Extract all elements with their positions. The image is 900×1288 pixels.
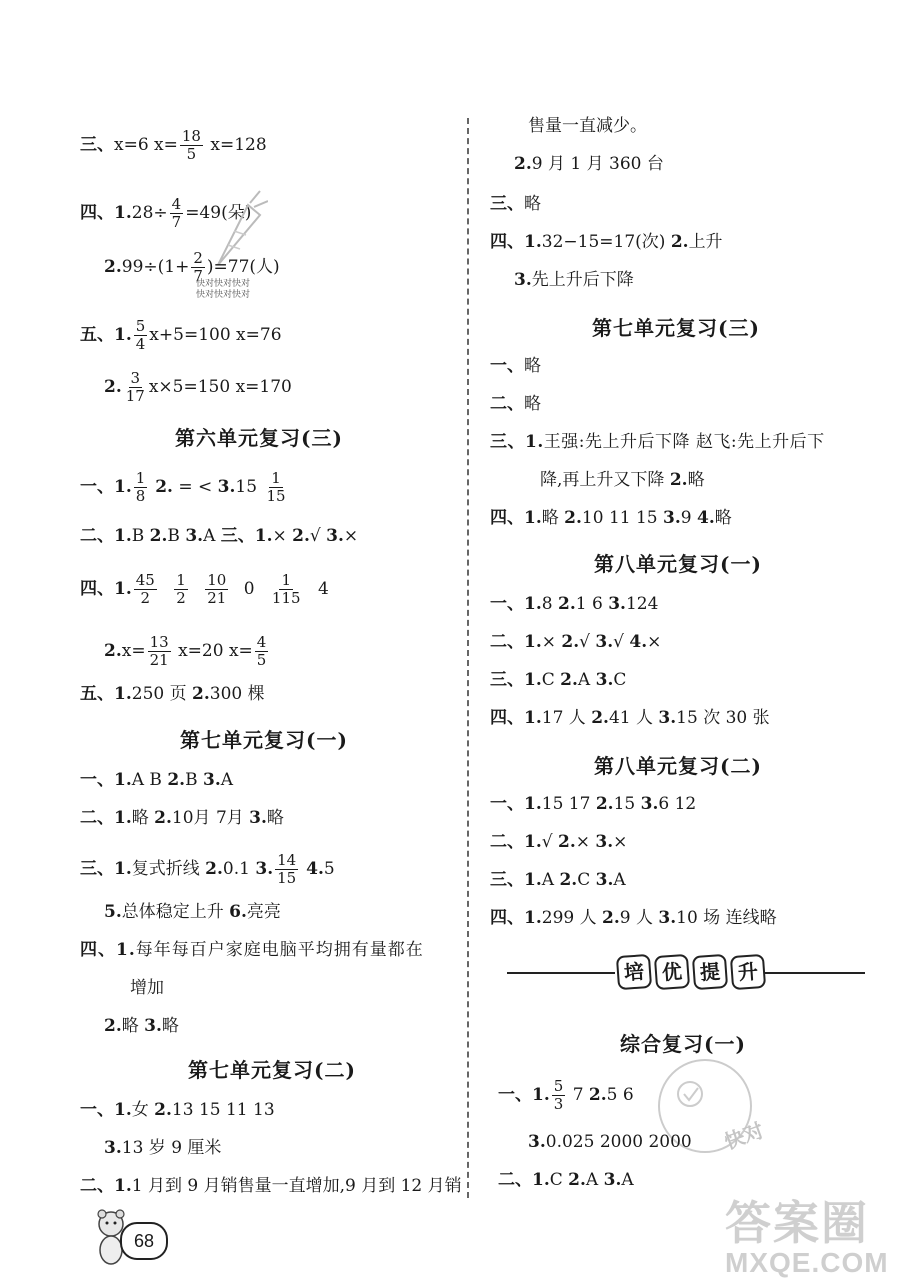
banner-char: 升 (730, 954, 766, 990)
answer-line: 降,再上升又下降 2.略 (540, 470, 705, 490)
section-heading: 综合复习(一) (620, 1032, 746, 1056)
banner-rule-right (765, 972, 865, 974)
banner-title (617, 955, 765, 989)
answer-line: 二、1.× 2.√ 3.√ 4.× (490, 632, 662, 652)
answer-line: 二、1.B 2.B 3.A 三、1.× 2.√ 3.× (80, 526, 359, 546)
answer-line: 二、1.略 2.10月 7月 3.略 (80, 808, 284, 828)
answer-line: 二、1.1 月到 9 月销售量一直增加,9 月到 12 月销 (80, 1176, 462, 1196)
section-heading: 第八单元复习(一) (594, 552, 762, 576)
answer-line: 三、1.A 2.C 3.A (490, 870, 626, 890)
answer-line: 二、略 (490, 394, 541, 414)
answer-line: 5.总体稳定上升 6.亮亮 (104, 902, 281, 922)
answer-line: 四、1.每年每百户家庭电脑平均拥有量都在 (80, 940, 424, 960)
page-number: 68 (120, 1222, 168, 1260)
answer-line: 二、1.C 2.A 3.A (498, 1170, 634, 1190)
section-heading: 第六单元复习(三) (175, 426, 343, 450)
answer-line: 一、1.8 2.1 6 3.124 (490, 594, 659, 614)
answer-line: 四、1.17 人 2.41 人 3.15 次 30 张 (490, 708, 770, 728)
stamp-text: 快对 (721, 1117, 767, 1155)
answer-line: 三、略 (490, 194, 541, 214)
answer-line: 售量一直减少。 (528, 116, 647, 136)
banner-rule-left (507, 972, 615, 974)
answer-line: 一、略 (490, 356, 541, 376)
answer-line: 四、1. $\frac{45}{2}$ $\frac{1}{2}$ $\frac{10}{21}$ 0 $\frac{1}{115}$ 4 (80, 571, 329, 607)
answer-line: 四、1.32−15=17(次) 2.上升 (490, 232, 723, 252)
answer-line: 一、1. $\frac{1}{8}$ 2. = < 3.15 $\frac{1}{15}$ (80, 469, 286, 505)
answer-line: 2.略 3.略 (104, 1016, 179, 1036)
answer-line: 四、1.略 2.10 11 15 3.9 4.略 (490, 508, 732, 528)
answer-line: 三、1.王强:先上升后下降 赵飞:先上升后下 (490, 432, 825, 452)
section-heading: 第七单元复习(二) (188, 1058, 356, 1082)
answer-line: 2.99÷(1+ $\frac{2}{7}$ )=77(人) (104, 249, 280, 285)
watermark (725, 1198, 889, 1278)
answer-line: 3.13 岁 9 厘米 (104, 1138, 222, 1158)
answer-line: 四、1.28÷ $\frac{4}{7}$ =49(朵) (80, 195, 252, 231)
banner-char: 培 (616, 954, 652, 990)
answer-line: 二、1.√ 2.× 3.× (490, 832, 628, 852)
banner-char: 优 (654, 954, 690, 990)
section-heading: 第七单元复习(一) (180, 728, 348, 752)
answer-line: 3.0.025 2000 2000 (528, 1132, 692, 1152)
answer-line: 五、1. $\frac{5}{4}$ x+5=100 x=76 (80, 317, 282, 353)
answer-line: 三、1.复式折线 2.0.1 3. $\frac{14}{15}$ 4.5 (80, 851, 335, 887)
answer-line: 一、1.女 2.13 15 11 13 (80, 1100, 275, 1120)
answer-line: 一、1.15 17 2.15 3.6 12 (490, 794, 697, 814)
answer-line: 3.先上升后下降 (514, 270, 634, 290)
section-heading: 第八单元复习(二) (594, 754, 762, 778)
answer-line: 五、1.250 页 2.300 棵 (80, 684, 265, 704)
answer-line: 2. $\frac{3}{17}$ x×5=150 x=170 (104, 369, 292, 405)
watermark-title: 答案圈 (725, 1197, 869, 1249)
answer-line: 四、1.299 人 2.9 人 3.10 场 连线略 (490, 908, 777, 928)
answer-line: 2.9 月 1 月 360 台 (514, 154, 664, 174)
answer-line: 三、1.C 2.A 3.C (490, 670, 627, 690)
section-heading: 第七单元复习(三) (592, 316, 760, 340)
column-divider (467, 118, 469, 1198)
answer-line: 三、x=6 x= $\frac{18}{5}$ x=128 (80, 127, 267, 163)
watermark-url: MXQE.COM (725, 1247, 889, 1278)
answer-line: 2.x= $\frac{13}{21}$ x=20 x= $\frac{4}{5}$ (104, 633, 267, 669)
stamp-tiny-text: 快对快对快对 快对快对快对 (196, 278, 251, 299)
answer-line: 增加 (130, 978, 164, 998)
answer-line: 一、1. $\frac{5}{3}$ 7 2.5 6 (498, 1077, 634, 1113)
banner-char: 提 (692, 954, 728, 990)
answer-line: 一、1.A B 2.B 3.A (80, 770, 234, 790)
